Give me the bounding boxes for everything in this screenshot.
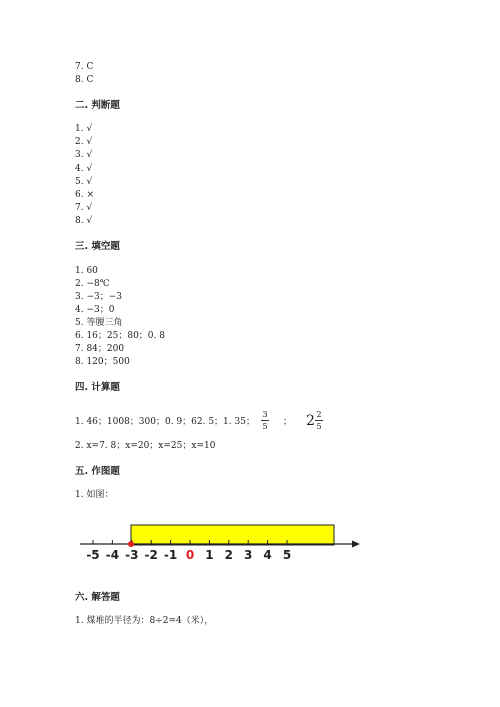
highlight-bar bbox=[131, 525, 334, 545]
number-line-label: 4 bbox=[263, 548, 272, 562]
number-line-label: 1 bbox=[205, 548, 214, 562]
list-item: 8. 120；500 bbox=[75, 357, 130, 367]
list-item: 4. √ bbox=[75, 164, 93, 174]
section-heading-fill-in: 三. 填空题 bbox=[75, 241, 120, 252]
number-line-label: 3 bbox=[244, 548, 253, 562]
fraction-denominator: 5 bbox=[262, 422, 268, 431]
fraction-bar bbox=[261, 420, 269, 421]
list-item: 6. 16；25；80；0. 8 bbox=[75, 331, 165, 341]
separator: ； bbox=[283, 417, 293, 427]
solution-line: 1. 煤堆的半径为：8÷2=4（米）， bbox=[75, 616, 214, 626]
arrow-head-icon bbox=[352, 541, 360, 548]
answer-7: 7. C bbox=[75, 62, 94, 72]
list-item: 6. × bbox=[75, 190, 94, 200]
list-item: 3. −3；−3 bbox=[75, 292, 122, 302]
number-line-label: 5 bbox=[282, 548, 292, 562]
number-line-label: 0 bbox=[185, 548, 195, 562]
number-line-label: -1 bbox=[163, 548, 178, 562]
list-item: 4. −3；0 bbox=[75, 305, 115, 315]
number-line-label: -5 bbox=[86, 548, 100, 562]
list-item: 2. √ bbox=[75, 137, 93, 147]
list-item: 7. 84；200 bbox=[75, 344, 125, 354]
number-line-label: -2 bbox=[144, 548, 158, 562]
section-heading-judgement: 二. 判断题 bbox=[75, 100, 120, 111]
number-line-label: -4 bbox=[105, 548, 120, 562]
fraction-three-fifths bbox=[260, 410, 270, 431]
fraction-denominator: 5 bbox=[316, 422, 322, 431]
list-item: 1. 60 bbox=[75, 266, 98, 276]
drawing-item-label: 1. 如图： bbox=[75, 490, 114, 500]
list-item: 8. √ bbox=[75, 216, 93, 226]
fraction-bar bbox=[315, 420, 323, 421]
list-item: 2. −8℃ bbox=[75, 279, 110, 289]
answer-8: 8. C bbox=[75, 75, 94, 85]
number-line-label: 2 bbox=[224, 548, 233, 562]
list-item: 7. √ bbox=[75, 203, 93, 213]
list-item: 3. √ bbox=[75, 150, 93, 160]
mixed-number-fraction bbox=[314, 410, 324, 431]
mixed-number-whole: 2 bbox=[306, 413, 315, 429]
section-heading-drawing: 五. 作图题 bbox=[75, 466, 120, 477]
list-item: 1. √ bbox=[75, 124, 93, 134]
start-point bbox=[128, 541, 134, 547]
section-heading-calculation: 四. 计算题 bbox=[75, 382, 120, 393]
number-line-label: -3 bbox=[125, 548, 139, 562]
calc-answers-line: 1. 46；1008；300；0. 9；62. 5；1. 35； bbox=[75, 417, 255, 427]
section-heading-word-problems: 六. 解答题 bbox=[75, 592, 120, 603]
fraction-numerator: 2 bbox=[316, 410, 322, 419]
fraction-numerator: 3 bbox=[262, 410, 268, 419]
list-item: 5. √ bbox=[75, 177, 93, 187]
equation-answers-line: 2. x=7. 8；x=20；x=25；x=10 bbox=[75, 441, 216, 451]
list-item: 5. 等腰三角 bbox=[75, 318, 123, 328]
